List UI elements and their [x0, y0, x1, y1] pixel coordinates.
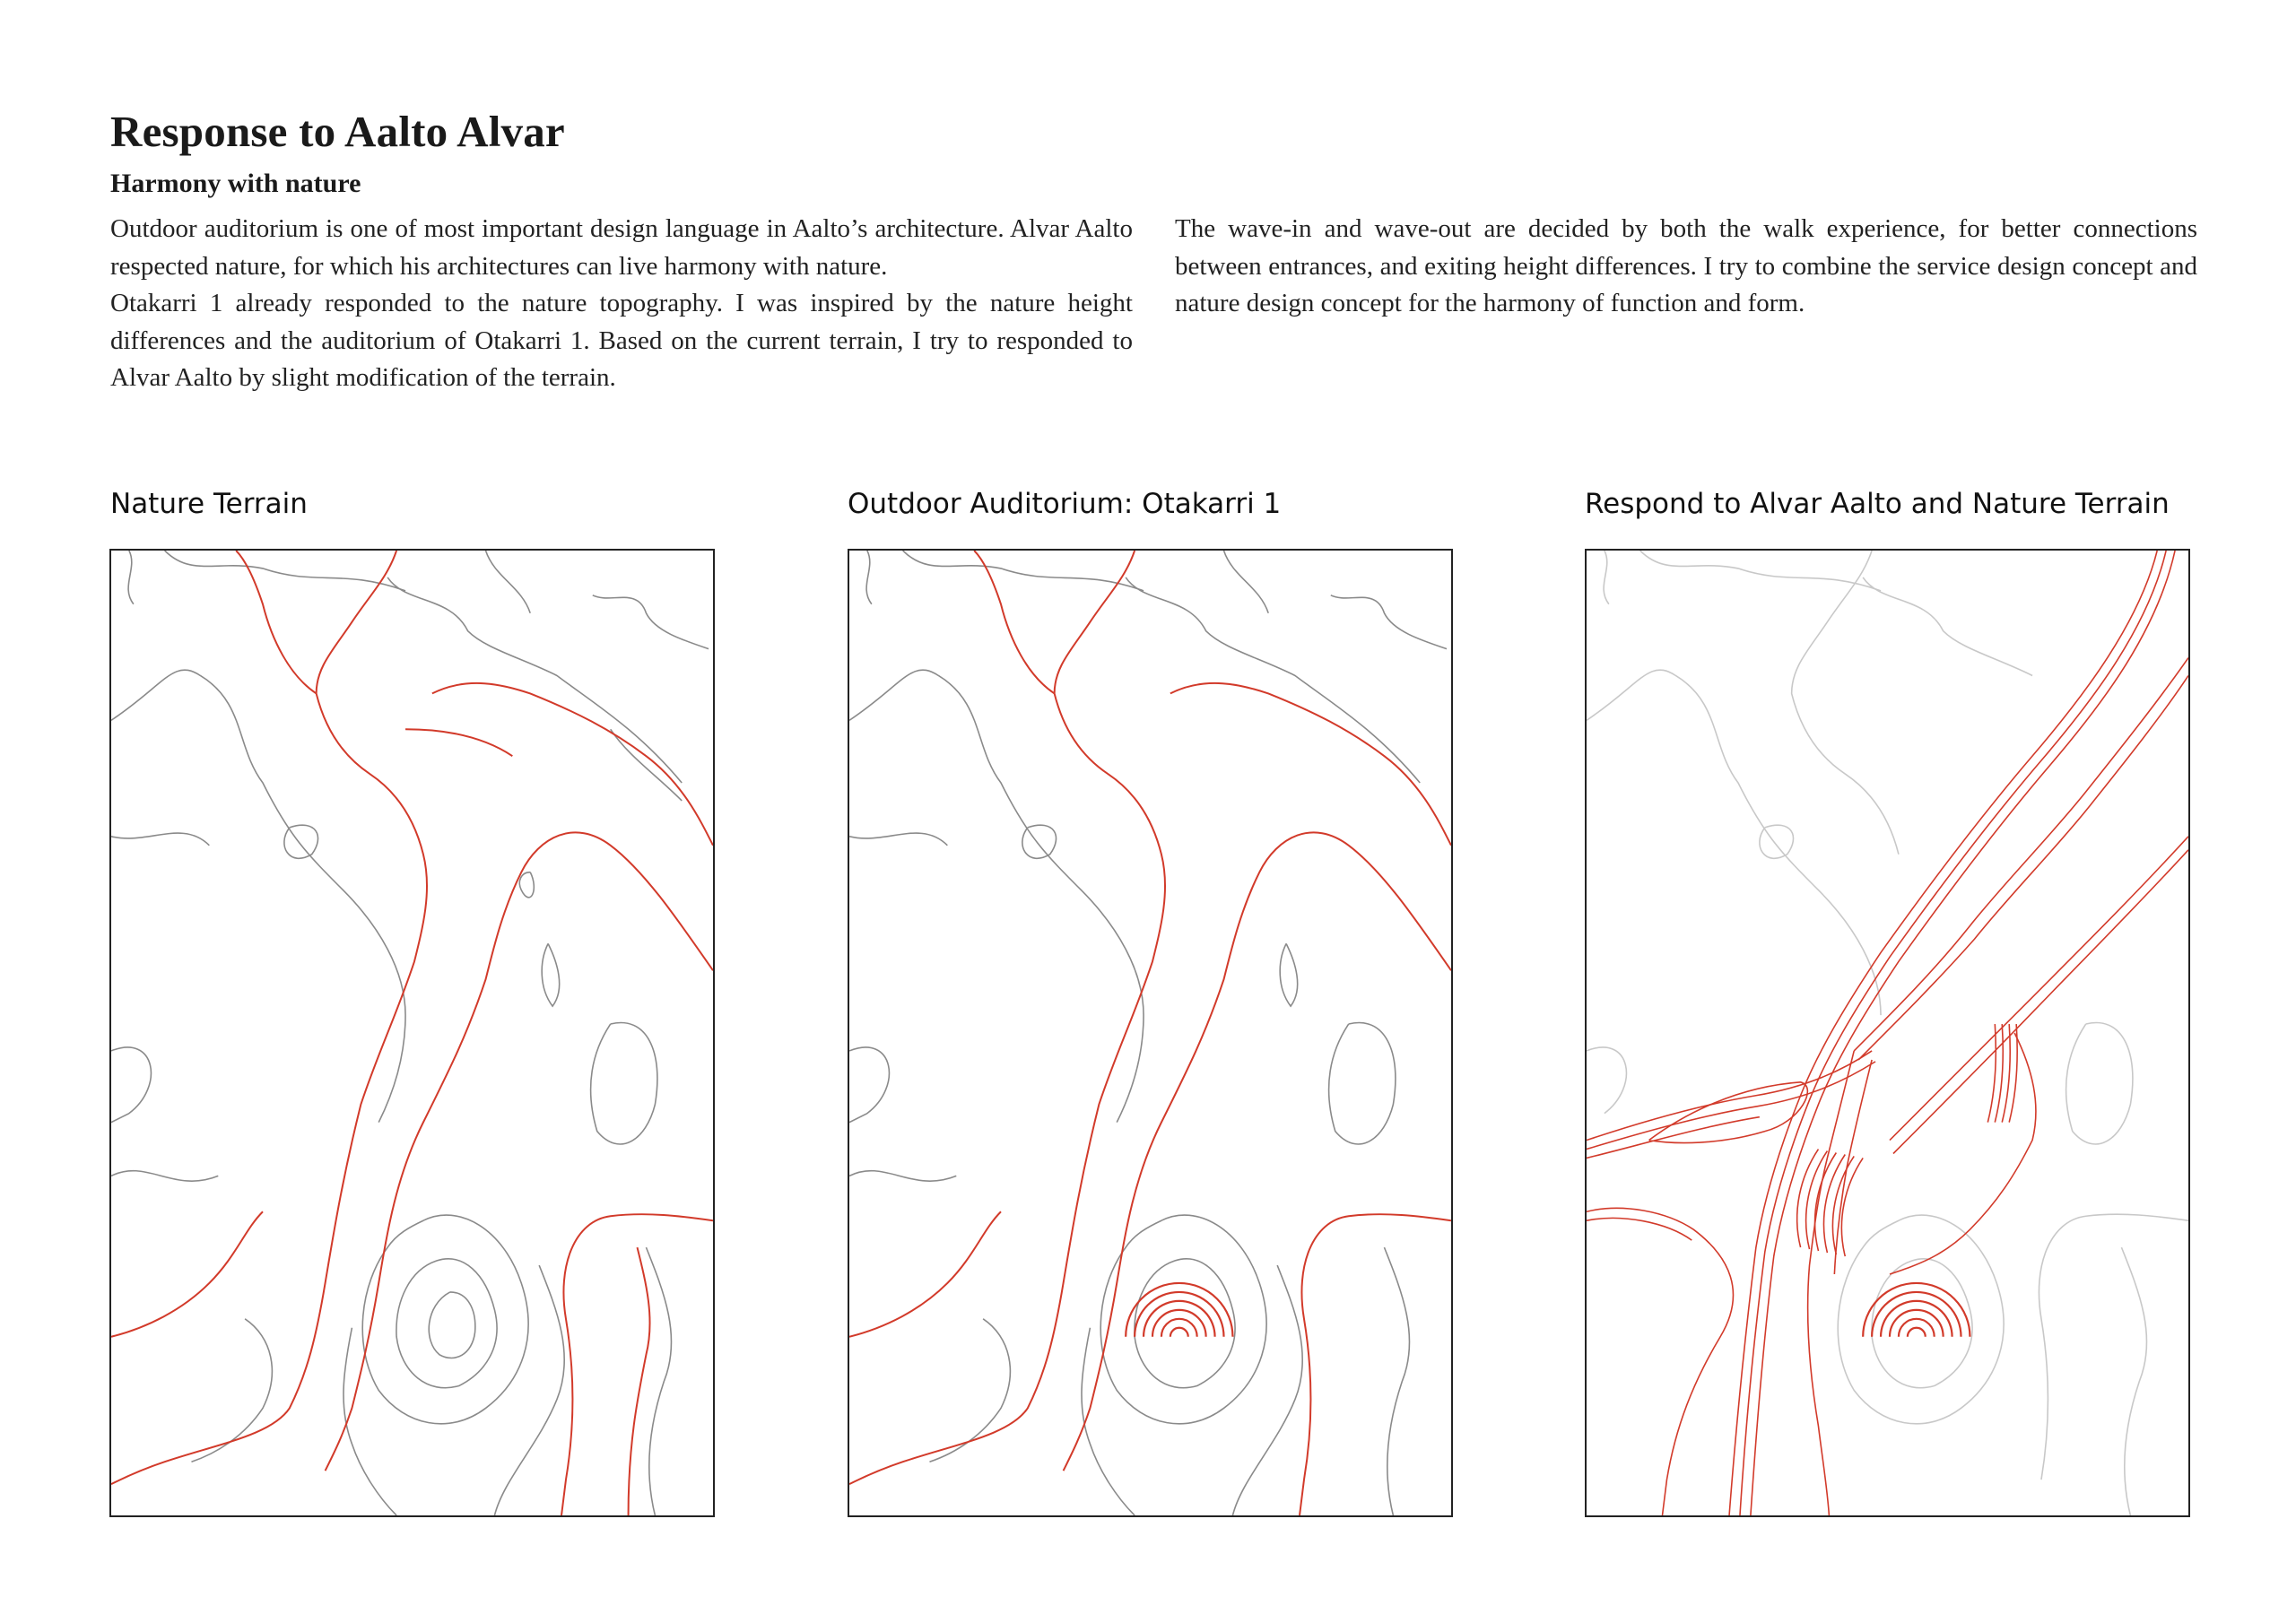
map-title-nature-terrain: Nature Terrain [110, 488, 308, 520]
intro-paragraph-1: Outdoor auditorium is one of most important design language in Aalto’s architecture. Alvar Aalto respected nature, for which his architectures can live harmony with nature. [110, 214, 1133, 281]
path-network [1587, 551, 2188, 1515]
map-nature-terrain [109, 549, 715, 1517]
intro-paragraph-2: Otakarri 1 already responded to the nature topography. I was inspired by the nature height differences and the auditorium of Otakarri 1. Based on the current terrain, I try to responded to Alvar Aalto by slight modification of the terrain. [110, 289, 1133, 392]
terrain-map-1 [111, 551, 713, 1515]
auditorium-arcs [1863, 1283, 1970, 1337]
page-subtitle: Harmony with nature [110, 169, 361, 198]
intro-text-right [1175, 211, 2197, 323]
page-title: Response to Aalto Alvar [110, 107, 565, 156]
terrain-map-2 [849, 551, 1451, 1515]
intro-text-left [110, 211, 1133, 397]
intro-paragraph-3: The wave-in and wave-out are decided by both the walk experience, for better connections between entrances, and exiting height differences. I try to combine the service design concept and nature design concept for the harmony of function and form. [1175, 214, 2197, 317]
red-contours [849, 551, 1451, 1515]
map-outdoor-auditorium [848, 549, 1453, 1517]
terrain-map-3 [1587, 551, 2188, 1515]
gray-contours [849, 551, 1447, 1515]
map-title-outdoor-auditorium: Outdoor Auditorium: Otakarri 1 [848, 488, 1282, 520]
map-respond-to-aalto [1585, 549, 2190, 1517]
map-title-respond: Respond to Alvar Aalto and Nature Terrain [1585, 488, 2170, 520]
faint-contours [1587, 551, 2188, 1515]
gray-contours [111, 551, 709, 1515]
red-contours [111, 551, 713, 1515]
auditorium-arcs [1126, 1283, 1232, 1337]
